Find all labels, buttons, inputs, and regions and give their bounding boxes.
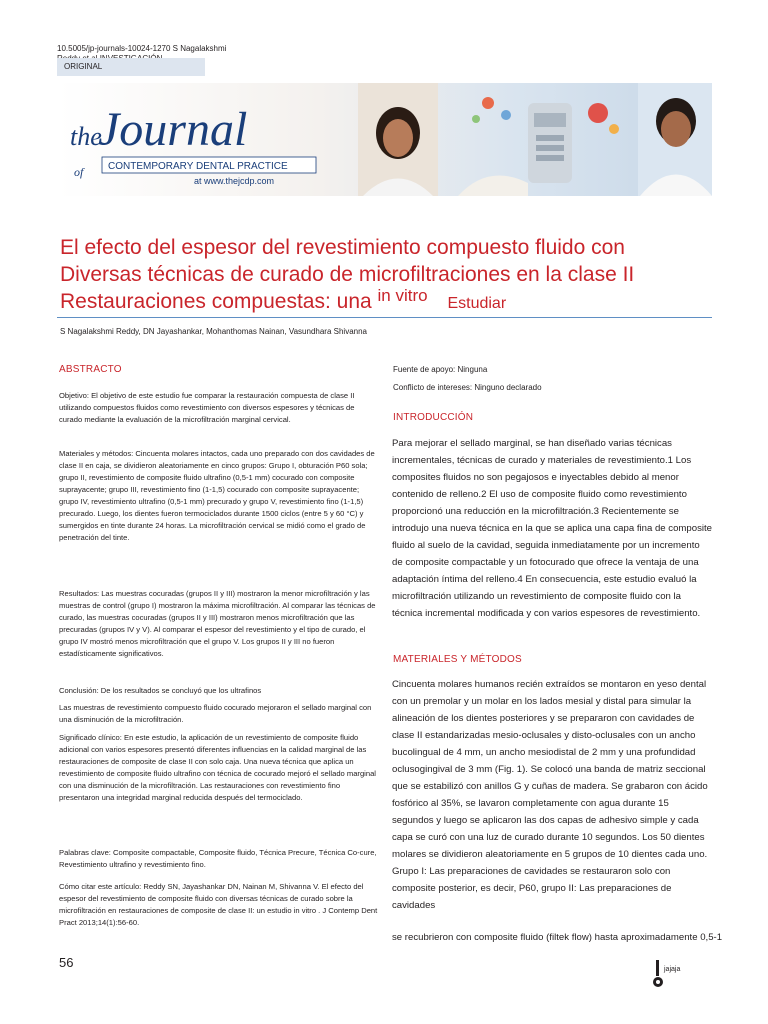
conflict-of-interest: Conflicto de intereses: Ninguno declarado bbox=[393, 383, 542, 392]
publisher-logo-icon bbox=[651, 958, 665, 992]
methods-text-last-line: se recubrieron con composite fluido (filtek flow) hasta aproximadamente 0,5-1 bbox=[392, 932, 723, 943]
abstract-citation: Cómo citar este artículo: Reddy SN, Jayashankar DN, Nainan M, Shivanna V. El efecto del espesor del revestimiento de composite fluido con diversas técnicas de curado sobre la microfiltración en restauraciones de composite de clase II: un estudio in vitro . J Contemp Dent Pract 2013;14(1):56-60. bbox=[59, 882, 378, 927]
methods-heading: MATERIALES Y MÉTODOS bbox=[393, 654, 522, 665]
article-title-part: Restauraciones compuestas: una bbox=[60, 290, 372, 313]
article-title-end: Estudiar bbox=[447, 295, 507, 312]
abstract-significado: Significado clínico: En este estudio, la aplicación de un revestimiento de composite fluido adicional con varios espesores presentó diferentes influencias en la calidad marginal de las restauraciones de composite de clase II con solo caja. Una nueva técnica que aplica un revestimiento de composite fluido ultrafino con técnica de cocurado mejoró el sellado marginal con una disminución de la microfiltración. Las restauraciones con revestimiento fino presentaron una integridad marginal reducida después del termociclado. bbox=[59, 733, 376, 802]
researcher-photo bbox=[358, 83, 438, 196]
publisher-logo-text: jajaja bbox=[664, 966, 681, 973]
abstract-objetivo: Objetivo: El objetivo de este estudio fue comparar la restauración compuesta de clase II utilizando compuestos fluidos como revestimiento con diversos espesores y técnicas de curado mediante la evaluación de la microfiltración marginal cervical. bbox=[59, 391, 355, 424]
title-rule bbox=[57, 317, 712, 318]
intro-text: Para mejorar el sellado marginal, se han diseñado varias técnicas incrementales, técnicas de curado y materiales de revestimiento.1 Los composites fluidos no son pegajosos e inyectables debido al menor contenido de relleno.2 El uso de composite fluido como revestimiento proporcionó una reducción en la microfiltración.3 Recientemente se introdujo una nueva técnica en la que se aplica una capa fina de composite fluido al suelo de la cavidad, seguida inmediatamente por un incremento de composite compactable y un fotocurado que ofrece la ventaja de una adaptación íntima del relleno.4 En consecuencia, este estudio evaluó la microfiltración utilizando un revestimiento de composite fluido con la técnica incremental modificada y con varios espesores de revestimiento. bbox=[392, 438, 713, 619]
doi-line-1: 10.5005/jp-journals-10024-1270 S Nagalakshmi bbox=[57, 44, 227, 53]
dentist-photo bbox=[638, 83, 712, 196]
methods-text: Cincuenta molares humanos recién extraídos se montaron en yeso dental con un premolar y un molar en los lados mesial y distal para simular la alineación de los dientes posteriores y se prepararon con cavidades de clase II estandarizadas mesio-oclusales y disto-oclusales con un ancho bucolingual de 4 mm, un ancho mesiodistal de 2 mm y una profundidad oclusogingival de 3 mm (Fig. 1). Se colocó una banda de matriz seccional que se estabilizó con anillos G y cuñas de madera. Se grabaron con ácido fosfórico al 35%, se lavaron completamente con agua durante 15 segundos y luego se aplicaron las dos capas de adhesivo simple y cada capa se curó con una luz de curado durante 10 segundos. Los 50 dientes molares se dividieron aleatoriamente en 5 grupos de 10 dientes cada uno. Grupo I: Las preparaciones de cavidades se restauraron solo con composite posterior, es decir, P60, grupo II: Las preparaciones de cavidades bbox=[392, 679, 708, 911]
abstract-conclusion-1: Conclusión: De los resultados se concluyó que los ultrafinos bbox=[59, 686, 262, 695]
abstract-conclusion-2: Las muestras de revestimiento compuesto fluido cocurado mejoraron el sellado marginal con una disminución de la microfiltración. bbox=[59, 703, 372, 724]
abstract-keywords: Palabras clave: Composite compactable, Composite fluido, Técnica Precure, Técnica Co-cure, Revestimiento ultrafino y revestimiento fino. bbox=[59, 848, 377, 869]
page-number: 56 bbox=[59, 955, 74, 970]
abstract-heading: ABSTRACTO bbox=[59, 364, 122, 375]
support-source: Fuente de apoyo: Ninguna bbox=[393, 365, 488, 374]
authors: S Nagalakshmi Reddy, DN Jayashankar, Mohanthomas Nainan, Vasundhara Shivanna bbox=[60, 327, 367, 336]
masthead-name: CONTEMPORARY DENTAL PRACTICE bbox=[108, 161, 288, 172]
abstract-materiales: Materiales y métodos: Cincuenta molares intactos, cada uno preparado con dos cavidades de clase II en caja, se dividieron aleatoriamente en cinco grupos: Grupo I, obturación P60 sola; grupo II, revestimiento de composite fluido ultrafino (0,5-1 mm) cocurado con composite suprayacente; grupo III, revestimiento fino (1-1,5) cocurado con composite suprayacente; grupo IV, revestimiento ultrafino (0,5-1 mm) precurado y grupo V, revestimiento fino (1-1,5) precurado. Luego, los dientes fueron termociclados durante 1500 ciclos (entre 5 y 60 °C) y sumergidos en tinte durante 24 horas. La microfiltración cervical se midió como el grado de penetración del tinte. bbox=[59, 449, 375, 542]
abstract-resultados: Resultados: Las muestras cocuradas (grupos II y III) mostraron la menor microfiltración y las muestras de control (grupo I) mostraron la máxima microfiltración. Al comparar las técnicas de curado, las muestras cocuradas (grupos II y III) mostraron menos microfiltración que las precuradas (grupos IV y V). Al comparar el espesor del revestimiento y el tipo de curado, el grupo IV mostró menos microfiltración que el grupo V. Los grupos II y III no fueron estadísticamente significativos. bbox=[59, 589, 376, 658]
masthead-url: at www.thejcdp.com bbox=[194, 176, 275, 186]
intro-heading: INTRODUCCIÓN bbox=[393, 412, 474, 423]
article-title-line-3 bbox=[60, 286, 507, 314]
masthead-journal: Journal bbox=[98, 103, 248, 156]
banner-graphic bbox=[58, 83, 712, 196]
article-title-line-1: El efecto del espesor del revestimiento compuesto fluido con bbox=[60, 236, 625, 259]
article-title-invitro: in vitro bbox=[377, 286, 428, 305]
masthead-of: of bbox=[74, 165, 84, 179]
section-label: ORIGINAL bbox=[64, 62, 103, 71]
masthead-the: the bbox=[70, 122, 102, 151]
article-title-line-2: Diversas técnicas de curado de microfiltraciones en la clase II bbox=[60, 263, 635, 286]
journal-banner bbox=[58, 83, 712, 196]
